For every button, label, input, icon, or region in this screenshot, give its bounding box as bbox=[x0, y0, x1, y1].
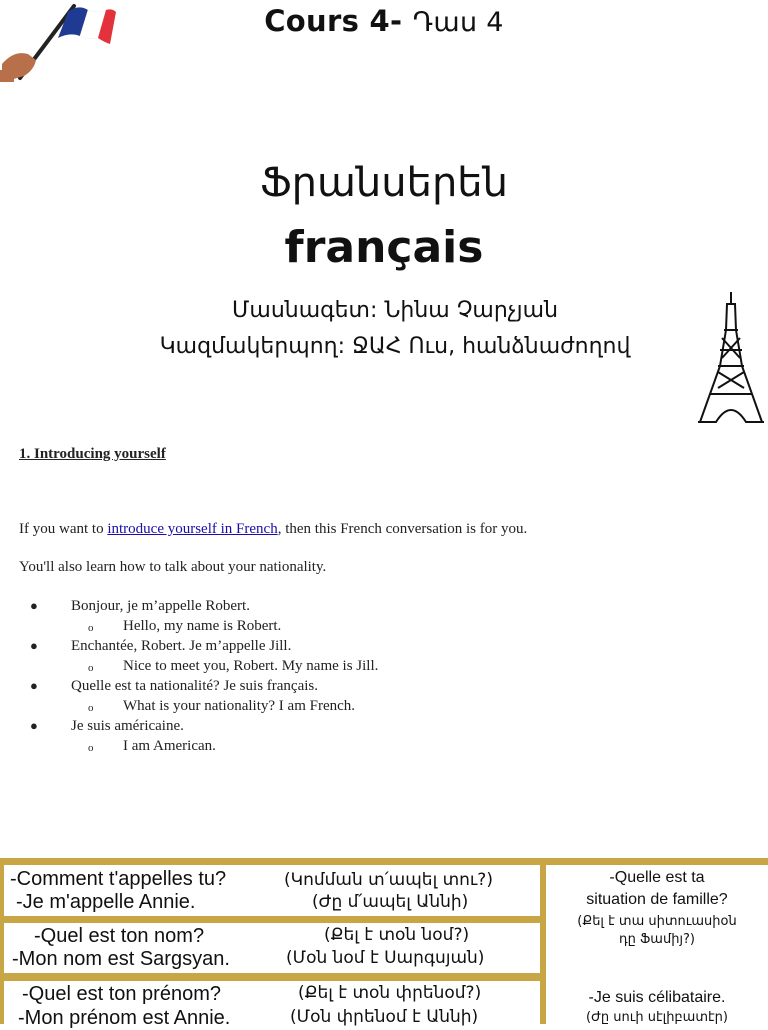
phrase-answer-fr: -Je suis célibataire. bbox=[588, 989, 726, 1006]
circle-bullet-icon: o bbox=[88, 742, 94, 754]
phrase-question-fr: -Quel est ton nom? bbox=[34, 925, 205, 947]
teacher-credit: Մասնագետ: Նինա Չարչյան bbox=[231, 298, 559, 323]
language-title-armenian: Ֆրանսերեն bbox=[259, 160, 509, 206]
phrase-answer-fr: -Mon nom est Sargsyan. bbox=[12, 948, 230, 970]
list-item: o Hello, my name is Robert. bbox=[30, 616, 630, 636]
phrase-question-am: (Քել է տօն փրենօմ?) bbox=[298, 983, 482, 1003]
organizer-credit: Կազմակերպող: ՋԱՀ Ուս, հանձնաժողով bbox=[159, 334, 631, 359]
phrase-question-fr: -Comment t'appelles tu? bbox=[10, 868, 227, 890]
circle-bullet-icon: o bbox=[88, 662, 94, 674]
phrase-question-am: (Քել է տօն նօմ?) bbox=[324, 925, 470, 945]
list-item: o I am American. bbox=[30, 736, 630, 756]
course-label: Cours 4- bbox=[264, 4, 403, 38]
phrase-question-am: դը Ֆամիյ?) bbox=[619, 932, 695, 947]
phrase-box-firstname bbox=[4, 981, 540, 1029]
phrase-answer-am: (Ժը մ՛ապել Աննի) bbox=[312, 892, 469, 912]
circle-bullet-icon: o bbox=[88, 622, 94, 634]
list-item: ● Bonjour, je m’appelle Robert. bbox=[30, 598, 250, 614]
list-item: ● Je suis américaine. bbox=[30, 718, 184, 734]
phrase-question-fr: -Quel est ton prénom? bbox=[22, 983, 221, 1005]
list-item: o Nice to meet you, Robert. My name is Jill. bbox=[30, 656, 630, 676]
phrase-question-am: (Քել է տա սիտուասիօն bbox=[577, 914, 737, 929]
eiffel-tower-icon bbox=[696, 290, 766, 430]
phrase-answer-fr: -Mon prénom est Annie. bbox=[18, 1007, 231, 1029]
phrase-answer-am: (Մօն նօմ է Սարգսյան) bbox=[286, 948, 485, 968]
course-label-armenian: Դաս 4 bbox=[412, 7, 504, 38]
bullet-icon: ● bbox=[30, 678, 38, 693]
intro-paragraph bbox=[19, 521, 527, 538]
language-title-french: français bbox=[284, 222, 484, 273]
nationality-paragraph: You'll also learn how to talk about your nationality. bbox=[19, 559, 327, 575]
bullet-icon: ● bbox=[30, 598, 38, 613]
intro-text-before: If you want to bbox=[19, 521, 108, 537]
phrase-question-am: (Կոմման տ՛ապել տու?) bbox=[284, 870, 493, 890]
phrase-answer-am: (Մօն փրենօմ է Աննի) bbox=[290, 1007, 479, 1027]
dialogue-list bbox=[30, 596, 630, 756]
phrase-box-family bbox=[546, 865, 768, 1024]
phrase-question-fr: -Quelle est ta bbox=[609, 869, 705, 886]
phrase-box-name bbox=[4, 865, 540, 916]
section-heading: 1. Introducing yourself bbox=[19, 446, 166, 462]
bullet-icon: ● bbox=[30, 638, 38, 653]
phrase-box-surname bbox=[4, 923, 540, 973]
phrase-answer-fr: -Je m'appelle Annie. bbox=[16, 891, 196, 913]
phrase-answer-am: (Ժը սուի սէլիբատէր) bbox=[586, 1010, 728, 1025]
circle-bullet-icon: o bbox=[88, 702, 94, 714]
intro-text-after: , then this French conversation is for you. bbox=[277, 521, 528, 537]
list-item: o What is your nationality? I am French. bbox=[30, 696, 630, 716]
phrase-question-fr: situation de famille? bbox=[586, 891, 728, 908]
introduce-yourself-link[interactable]: introduce yourself in French bbox=[107, 521, 278, 537]
course-title bbox=[0, 4, 768, 38]
bullet-icon: ● bbox=[30, 718, 38, 733]
list-item: ● Quelle est ta nationalité? Je suis français. bbox=[30, 678, 318, 694]
list-item: ● Enchantée, Robert. Je m’appelle Jill. bbox=[30, 638, 292, 654]
